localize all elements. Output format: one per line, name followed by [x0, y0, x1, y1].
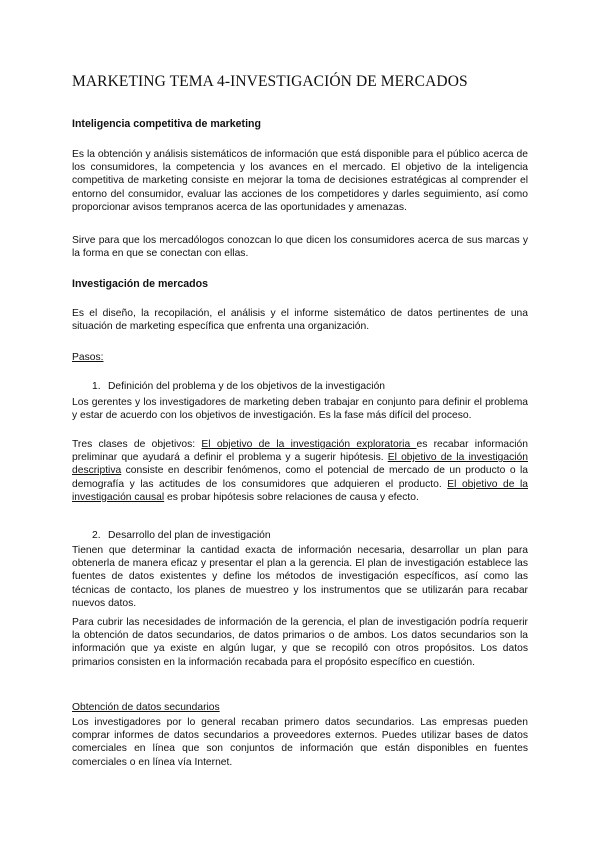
objective-descriptive: El objetivo de la investigación descriptiva — [72, 452, 528, 477]
paragraph: Tienen que determinar la cantidad exacta de información necesaria, desarrollar un plan para obtenerla de manera eficaz y presentar el plan a la gerencia. El plan de investigación establece las fuentes de datos existentes y define los métodos de investigación específicos, así como las técnicas de contacto, los planes de muestreo y los instrumentos que se utilizarán para recabar nuevos datos. — [72, 545, 528, 609]
page-title: MARKETING TEMA 4-INVESTIGACIÓN DE MERCADOS — [72, 73, 468, 90]
paragraph: Sirve para que los mercadólogos conozcan lo que dicen los consumidores acerca de sus marcas y la forma en que se conectan con ellas. — [72, 235, 528, 260]
heading-market-research: Investigación de mercados — [72, 278, 209, 290]
paragraph: Es la obtención y análisis sistemáticos de información que está disponible para el público acerca de los consumidores, la competencia y los avances en el mercado. El objetivo de la inteligencia competitiva de marketing consiste en mejorar la toma de decisiones estratégicas al comprender el entorno del consumidor, evaluar las acciones de los competidores y darles seguimiento, así como proporcionar avisos tempranos acerca de las oportunidades y amenazas. — [72, 149, 528, 213]
objective-causal: El objetivo de la investigación causal — [72, 478, 528, 503]
step-title: Desarrollo del plan de investigación — [108, 530, 271, 541]
text: Tres clases de objetivos: — [72, 439, 202, 450]
step-number: 2. — [92, 530, 101, 541]
objective-exploratory: El objetivo de la investigación exploratoria — [201, 439, 417, 450]
step-number: 1. — [92, 381, 101, 392]
step-title: Definición del problema y de los objetivos de la investigación — [108, 381, 386, 392]
step-1-heading — [92, 381, 385, 392]
text: es recabar información preliminar que ayudará a definir el problema y a sugerir hipótesis. — [72, 439, 529, 464]
text: consiste en describir fenómenos, como el potencial de mercado de un producto o la demografía y las actitudes de los consumidores que adquieren el producto. — [72, 465, 528, 490]
paragraph-objectives — [72, 438, 528, 504]
steps-label: Pasos: — [72, 352, 104, 363]
paragraph: Los investigadores por lo general recaban primero datos secundarios. Las empresas pueden comprar informes de datos secundarios a proveedores externos. Puedes utilizar bases de datos comerciales en línea que son conjuntos de información que están disponibles en fuentes comerciales o en línea vía Internet. — [72, 717, 528, 768]
paragraph: Los gerentes y los investigadores de marketing deben trabajar en conjunto para definir el problema y estar de acuerdo con los objetivos de investigación. Es la fase más difícil del proceso. — [72, 397, 528, 422]
step-2-heading — [92, 530, 271, 541]
text: es probar hipótesis sobre relaciones de causa y efecto. — [164, 491, 419, 503]
paragraph: Para cubrir las necesidades de información de la gerencia, el plan de investigación podría requerir la obtención de datos secundarios, de datos primarios o de ambos. Los datos secundarios son la información que ya existe en algún lugar, y que se recopiló con otros propósitos. Los datos primarios consisten en la información recabada para el propósito específico en cuestión. — [72, 617, 528, 668]
paragraph: Es el diseño, la recopilación, el análisis y el informe sistemático de datos pertinentes de una situación de marketing específica que enfrenta una organización. — [72, 308, 528, 333]
heading-competitive-intelligence: Inteligencia competitiva de marketing — [72, 118, 261, 130]
heading-secondary-data: Obtención de datos secundarios — [72, 702, 220, 713]
